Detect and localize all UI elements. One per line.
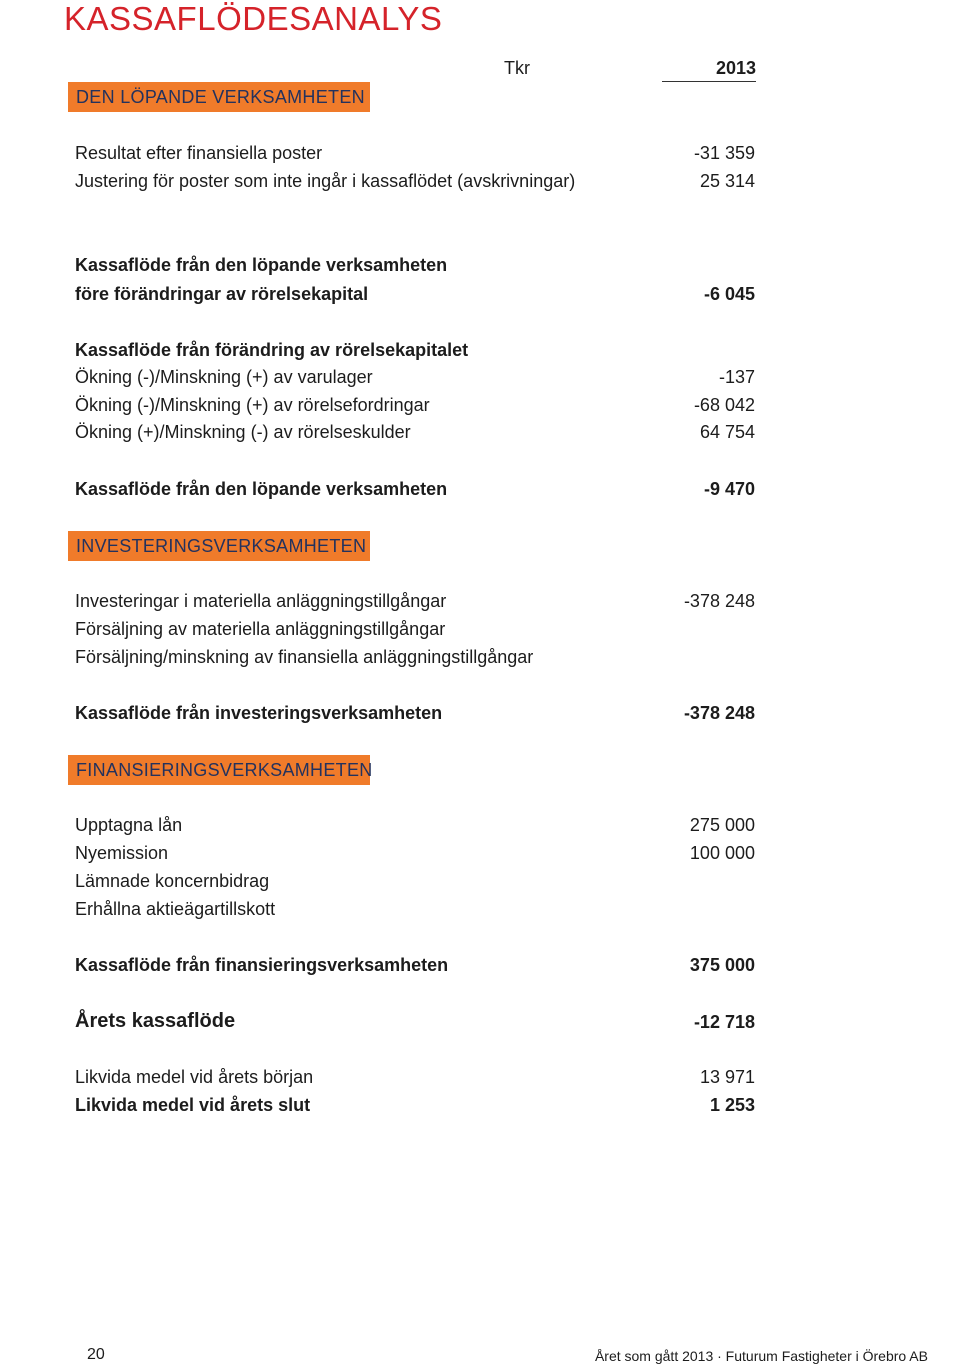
row-label: Resultat efter finansiella poster: [75, 143, 323, 163]
row-label: Upptagna lån: [75, 815, 183, 835]
subtotal-row: [75, 284, 755, 312]
row-value: -31 359: [693, 143, 755, 163]
row-label: Likvida medel vid årets slut: [75, 1095, 311, 1115]
page-title: KASSAFLÖDESANALYS: [64, 0, 443, 37]
row-value: -68 042: [693, 395, 755, 415]
row-value: 13 971: [699, 1067, 755, 1087]
row-label: Justering för poster som inte ingår i kassaflödet (avskrivningar): [75, 171, 576, 191]
row-value: 64 754: [699, 422, 755, 442]
table-row: [75, 619, 755, 647]
section-header-financing: FINANSIERINGSVERKSAMHETEN: [68, 755, 370, 785]
row-label: Kassaflöde från förändring av rörelsekapitalet: [75, 340, 469, 360]
subtotal-row: [75, 255, 755, 283]
row-value: -9 470: [703, 479, 755, 499]
row-value: 375 000: [689, 955, 755, 975]
section-header-operating: DEN LÖPANDE VERKSAMHETEN: [68, 82, 370, 112]
page-number: 20: [87, 1346, 105, 1363]
row-label: Nyemission: [75, 843, 169, 863]
footer-text: Året som gått 2013 · Futurum Fastigheter i Örebro AB: [594, 1348, 928, 1364]
table-row: [75, 843, 755, 871]
table-row: [75, 422, 755, 450]
subtotal-row: [75, 479, 755, 507]
subheading-row: [75, 340, 755, 368]
row-label: Ökning (+)/Minskning (-) av rörelseskulder: [75, 422, 411, 442]
row-value: -378 248: [683, 703, 755, 723]
table-row: [75, 815, 755, 843]
row-label: Likvida medel vid årets början: [75, 1067, 314, 1087]
row-label: Årets kassaflöde: [75, 1010, 236, 1032]
row-value: -137: [718, 367, 755, 387]
table-row: [75, 143, 755, 171]
row-label: Kassaflöde från den löpande verksamheten: [75, 479, 448, 499]
row-label: Kassaflöde från investeringsverksamheten: [75, 703, 443, 723]
table-row: [75, 367, 755, 395]
year-column-header: 2013: [662, 58, 756, 82]
row-value: -378 248: [683, 591, 755, 611]
unit-label: Tkr: [504, 58, 530, 78]
table-row: [75, 171, 755, 199]
section-header-investing: INVESTERINGSVERKSAMHETEN: [68, 531, 370, 561]
table-row: [75, 1067, 755, 1095]
row-label: Kassaflöde från finansieringsverksamheten: [75, 955, 449, 975]
row-label: Erhållna aktieägartillskott: [75, 899, 276, 919]
row-value: -6 045: [703, 284, 755, 304]
row-value: 275 000: [689, 815, 755, 835]
row-value: 1 253: [709, 1095, 755, 1115]
row-label: Lämnade koncernbidrag: [75, 871, 270, 891]
row-value: 25 314: [699, 171, 755, 191]
row-label: före förändringar av rörelsekapital: [75, 284, 369, 304]
row-label: Kassaflöde från den löpande verksamheten: [75, 255, 448, 275]
table-row: [75, 871, 755, 899]
table-row: [75, 591, 755, 619]
row-label: Försäljning/minskning av finansiella anläggningstillgångar: [75, 647, 534, 667]
total-row: [75, 1010, 755, 1038]
row-value: 100 000: [689, 843, 755, 863]
subtotal-row: [75, 703, 755, 731]
row-value: -12 718: [693, 1012, 755, 1032]
table-row: [75, 899, 755, 927]
row-label: Ökning (-)/Minskning (+) av varulager: [75, 367, 373, 387]
row-label: Investeringar i materiella anläggningstillgångar: [75, 591, 447, 611]
subtotal-row: [75, 955, 755, 983]
row-label: Försäljning av materiella anläggningstillgångar: [75, 619, 446, 639]
table-row: [75, 1095, 755, 1123]
row-label: Ökning (-)/Minskning (+) av rörelsefordringar: [75, 395, 430, 415]
table-row: [75, 647, 755, 675]
table-row: [75, 395, 755, 423]
